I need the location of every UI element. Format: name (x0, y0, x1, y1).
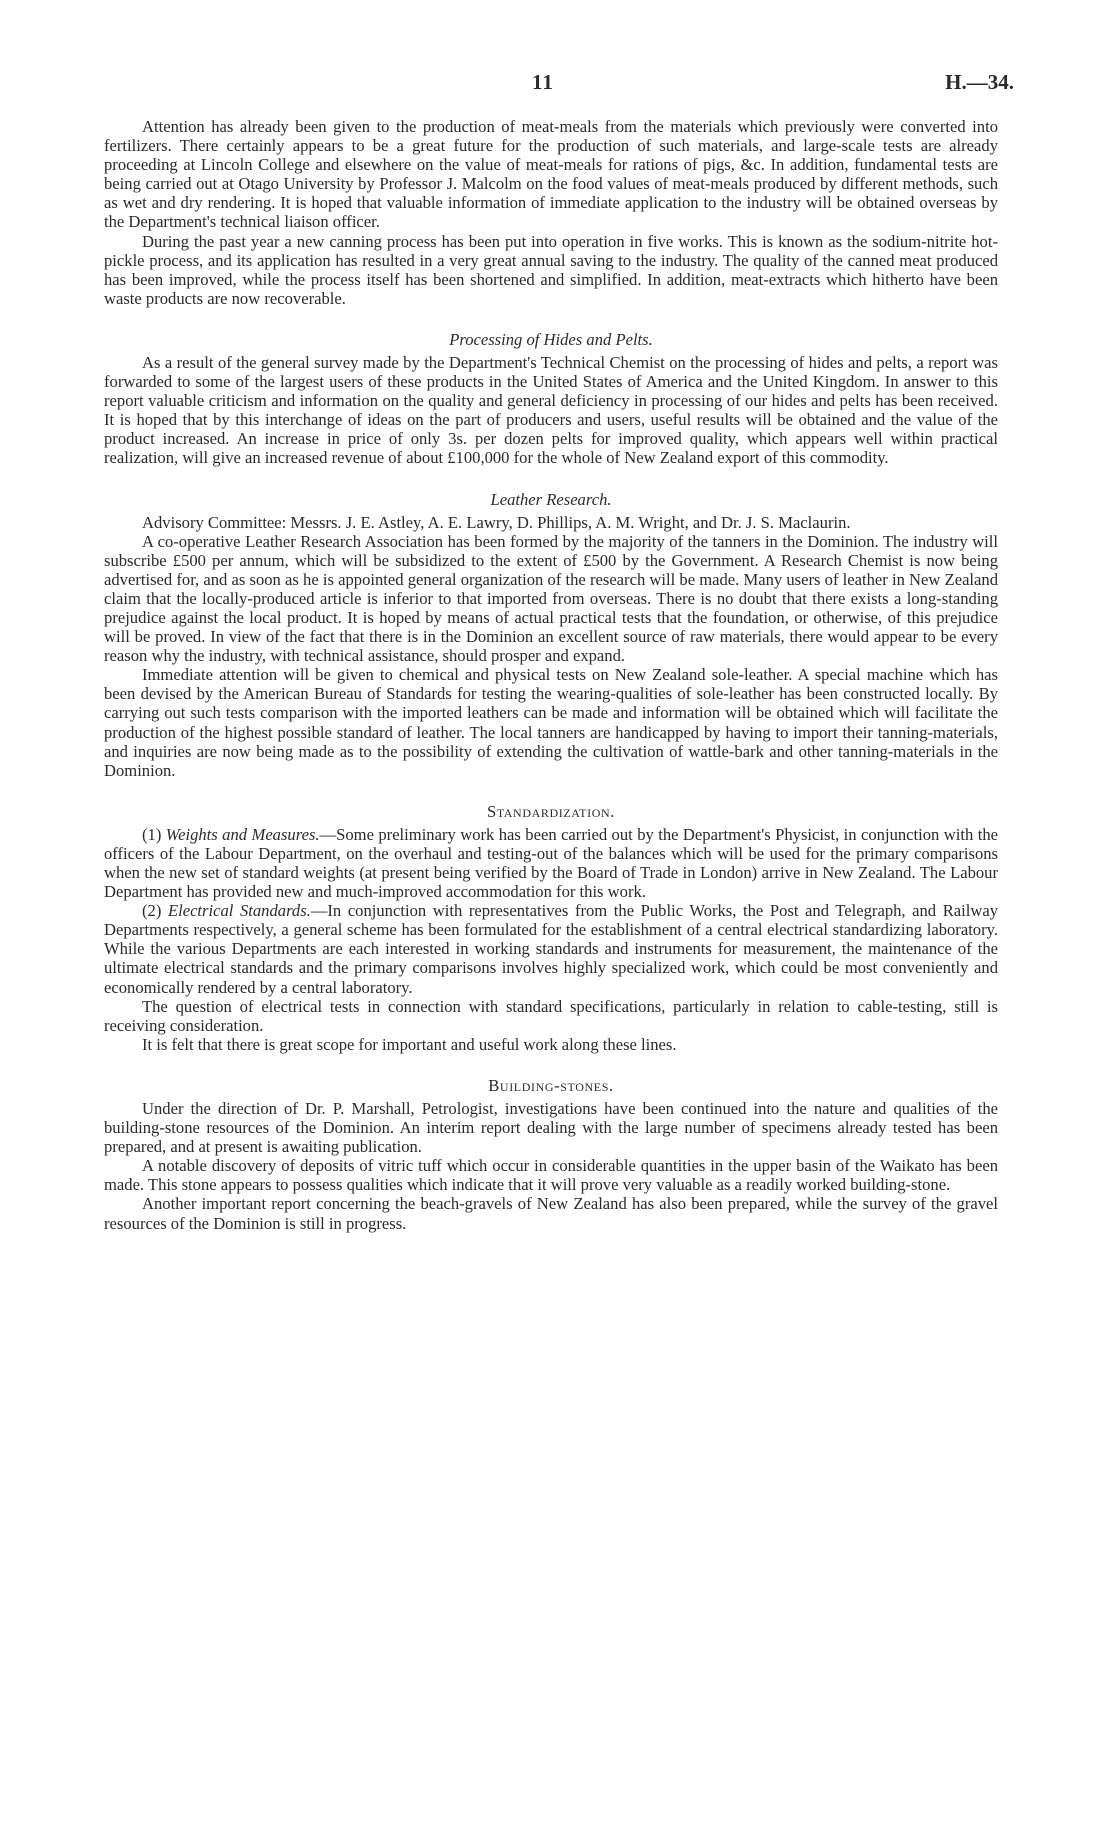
canning-paragraph: During the past year a new canning process has been put into operation in five works. This is known as the sodium-nitrite hot-pickle process, and its application has resulted in a very great annual saving to the industry. The quality of the canned meat produced has been improved, while the process itself has been shortened and simplified. In addition, meat-extracts which hitherto have been waste products are now recoverable. (104, 231, 998, 308)
meat-meals-paragraph: Attention has already been given to the production of meat-meals from the materials which previously were converted into fertilizers. There certainly appears to be a great future for the production of such materials, and large-scale tests are already proceeding at Lincoln College and elsewhere on the value of meat-meals for rations of pigs, &c. In addition, fundamental tests are being carried out at Otago University by Professor J. Malcolm on the food values of meat-meals produced by different methods, such as wet and dry rendering. It is hoped that valuable information of immediate application to the industry will be obtained overseas by the Department's technical liaison officer. (104, 117, 998, 232)
section-heading-hides: Processing of Hides and Pelts. (449, 329, 653, 349)
weights-measures-body: —Some preliminary work has been carried out by the Department's Physicist, in conjunction with the officers of the Labour Department, on the overhaul and testing-out of the balances which will be used for the primary comparisons when the new set of standard weights (at present being verified by the Board of Trade in London) arrive in New Zealand. The Labour Department has provided new and much-improved accommodation for this work. (104, 824, 998, 902)
weights-measures-title: Weights and Measures. (165, 824, 320, 844)
building-stone-paragraph: Under the direction of Dr. P. Marshall, Petrologist, investigations have been continued into the nature and qualities of the building-stone resources of the Dominion. An interim report dealing with the large number of specimens already tested has been prepared, and at present is awaiting publication. (104, 1098, 998, 1157)
page-header (0, 70, 1114, 100)
page-number: 11 (532, 70, 554, 94)
sole-leather-paragraph: Immediate attention will be given to chemical and physical tests on New Zealand sole-leather. A special machine which has been devised by the American Bureau of Standards for testing the wearing-qualities of sole-leather has been constructed locally. By carrying out such tests comparison with the imported leathers can be made and information will be obtained which will facilitate the production of the highest possible standard of leather. The local tanners are handicapped by having to import their tanning-materials, and inquiries are now being made as to the possibility of extending the cultivation of wattle-bark and other tanning-materials in the Dominion. (104, 665, 998, 780)
vitric-tuff-paragraph: A notable discovery of deposits of vitric tuff which occur in considerable quantities in the upper basin of the Waikato has been made. This stone appears to possess qualities which indicate that it will prove very valuable as a readily worked building-stone. (104, 1156, 998, 1195)
electrical-standards-paragraph (104, 901, 998, 996)
section-heading-building-stones: Building-stones. (488, 1075, 614, 1095)
electrical-standards-body: —In conjunction with representatives from the Public Works, the Post and Telegraph, and Railway Departments respectively, a general scheme has been formulated for the establishment of a central electrical standardizing laboratory. While the various Departments are each interested in working standards and instruments for measurement, the maintenance of the ultimate electrical standards and the primary comparisons involves highly specialized work, which could be most conveniently and economically rendered by a central laboratory. (104, 901, 998, 997)
leather-association-paragraph: A co-operative Leather Research Association has been formed by the majority of the tanners in the Dominion. The industry will subscribe £500 per annum, which will be subsidized to the extent of £500 by the Government. A Research Chemist is now being advertised for, and as soon as he is appointed general organization of the research will be made. Many users of leather in New Zealand claim that the locally-produced article is inferior to that imported from overseas. There is no doubt that there exists a long-standing prejudice against the local product. It is hoped by means of actual practical tests that the foundation, or otherwise, of this prejudice will be proved. In view of the fact that there is in the Dominion an excellent source of raw materials, there would appear to be every reason why the industry, with technical assistance, should prosper and expand. (104, 531, 998, 666)
electrical-standards-title: Electrical Standards. (167, 901, 311, 921)
advisory-committee-paragraph: Advisory Committee: Messrs. J. E. Astley, A. E. Lawry, D. Phillips, A. M. Wright, and Dr. J. S. Maclaurin. (142, 512, 851, 532)
document-reference: H.—34. (945, 70, 1014, 94)
section-heading-leather: Leather Research. (490, 489, 612, 509)
cable-testing-paragraph: The question of electrical tests in connection with standard specifications, particularly in relation to cable-testing, still is receiving consideration. (104, 996, 998, 1035)
scope-paragraph: It is felt that there is great scope for important and useful work along these lines. (142, 1034, 677, 1054)
beach-gravels-paragraph: Another important report concerning the beach-gravels of New Zealand has also been prepared, while the survey of the gravel resources of the Dominion is still in progress. (104, 1194, 998, 1233)
section-heading-standardization: Standardization. (486, 801, 615, 821)
item-number: (2) (142, 901, 168, 921)
hides-paragraph: As a result of the general survey made by the Department's Technical Chemist on the processing of hides and pelts, a report was forwarded to some of the largest users of these products in the United States of America and the United Kingdom. In answer to this report valuable criticism and information on the quality and general deficiency in processing of our hides and pelts has been received. It is hoped that by this interchange of ideas on the part of producers and users, useful results will be obtained and the value of the product increased. An increase in price of only 3s. per dozen pelts for improved quality, which appears well within practical realization, will give an increased revenue of about £100,000 for the whole of New Zealand export of this commodity. (104, 352, 998, 468)
page-body (104, 117, 998, 1233)
weights-measures-paragraph (104, 825, 998, 901)
item-number: (1) (142, 824, 166, 844)
